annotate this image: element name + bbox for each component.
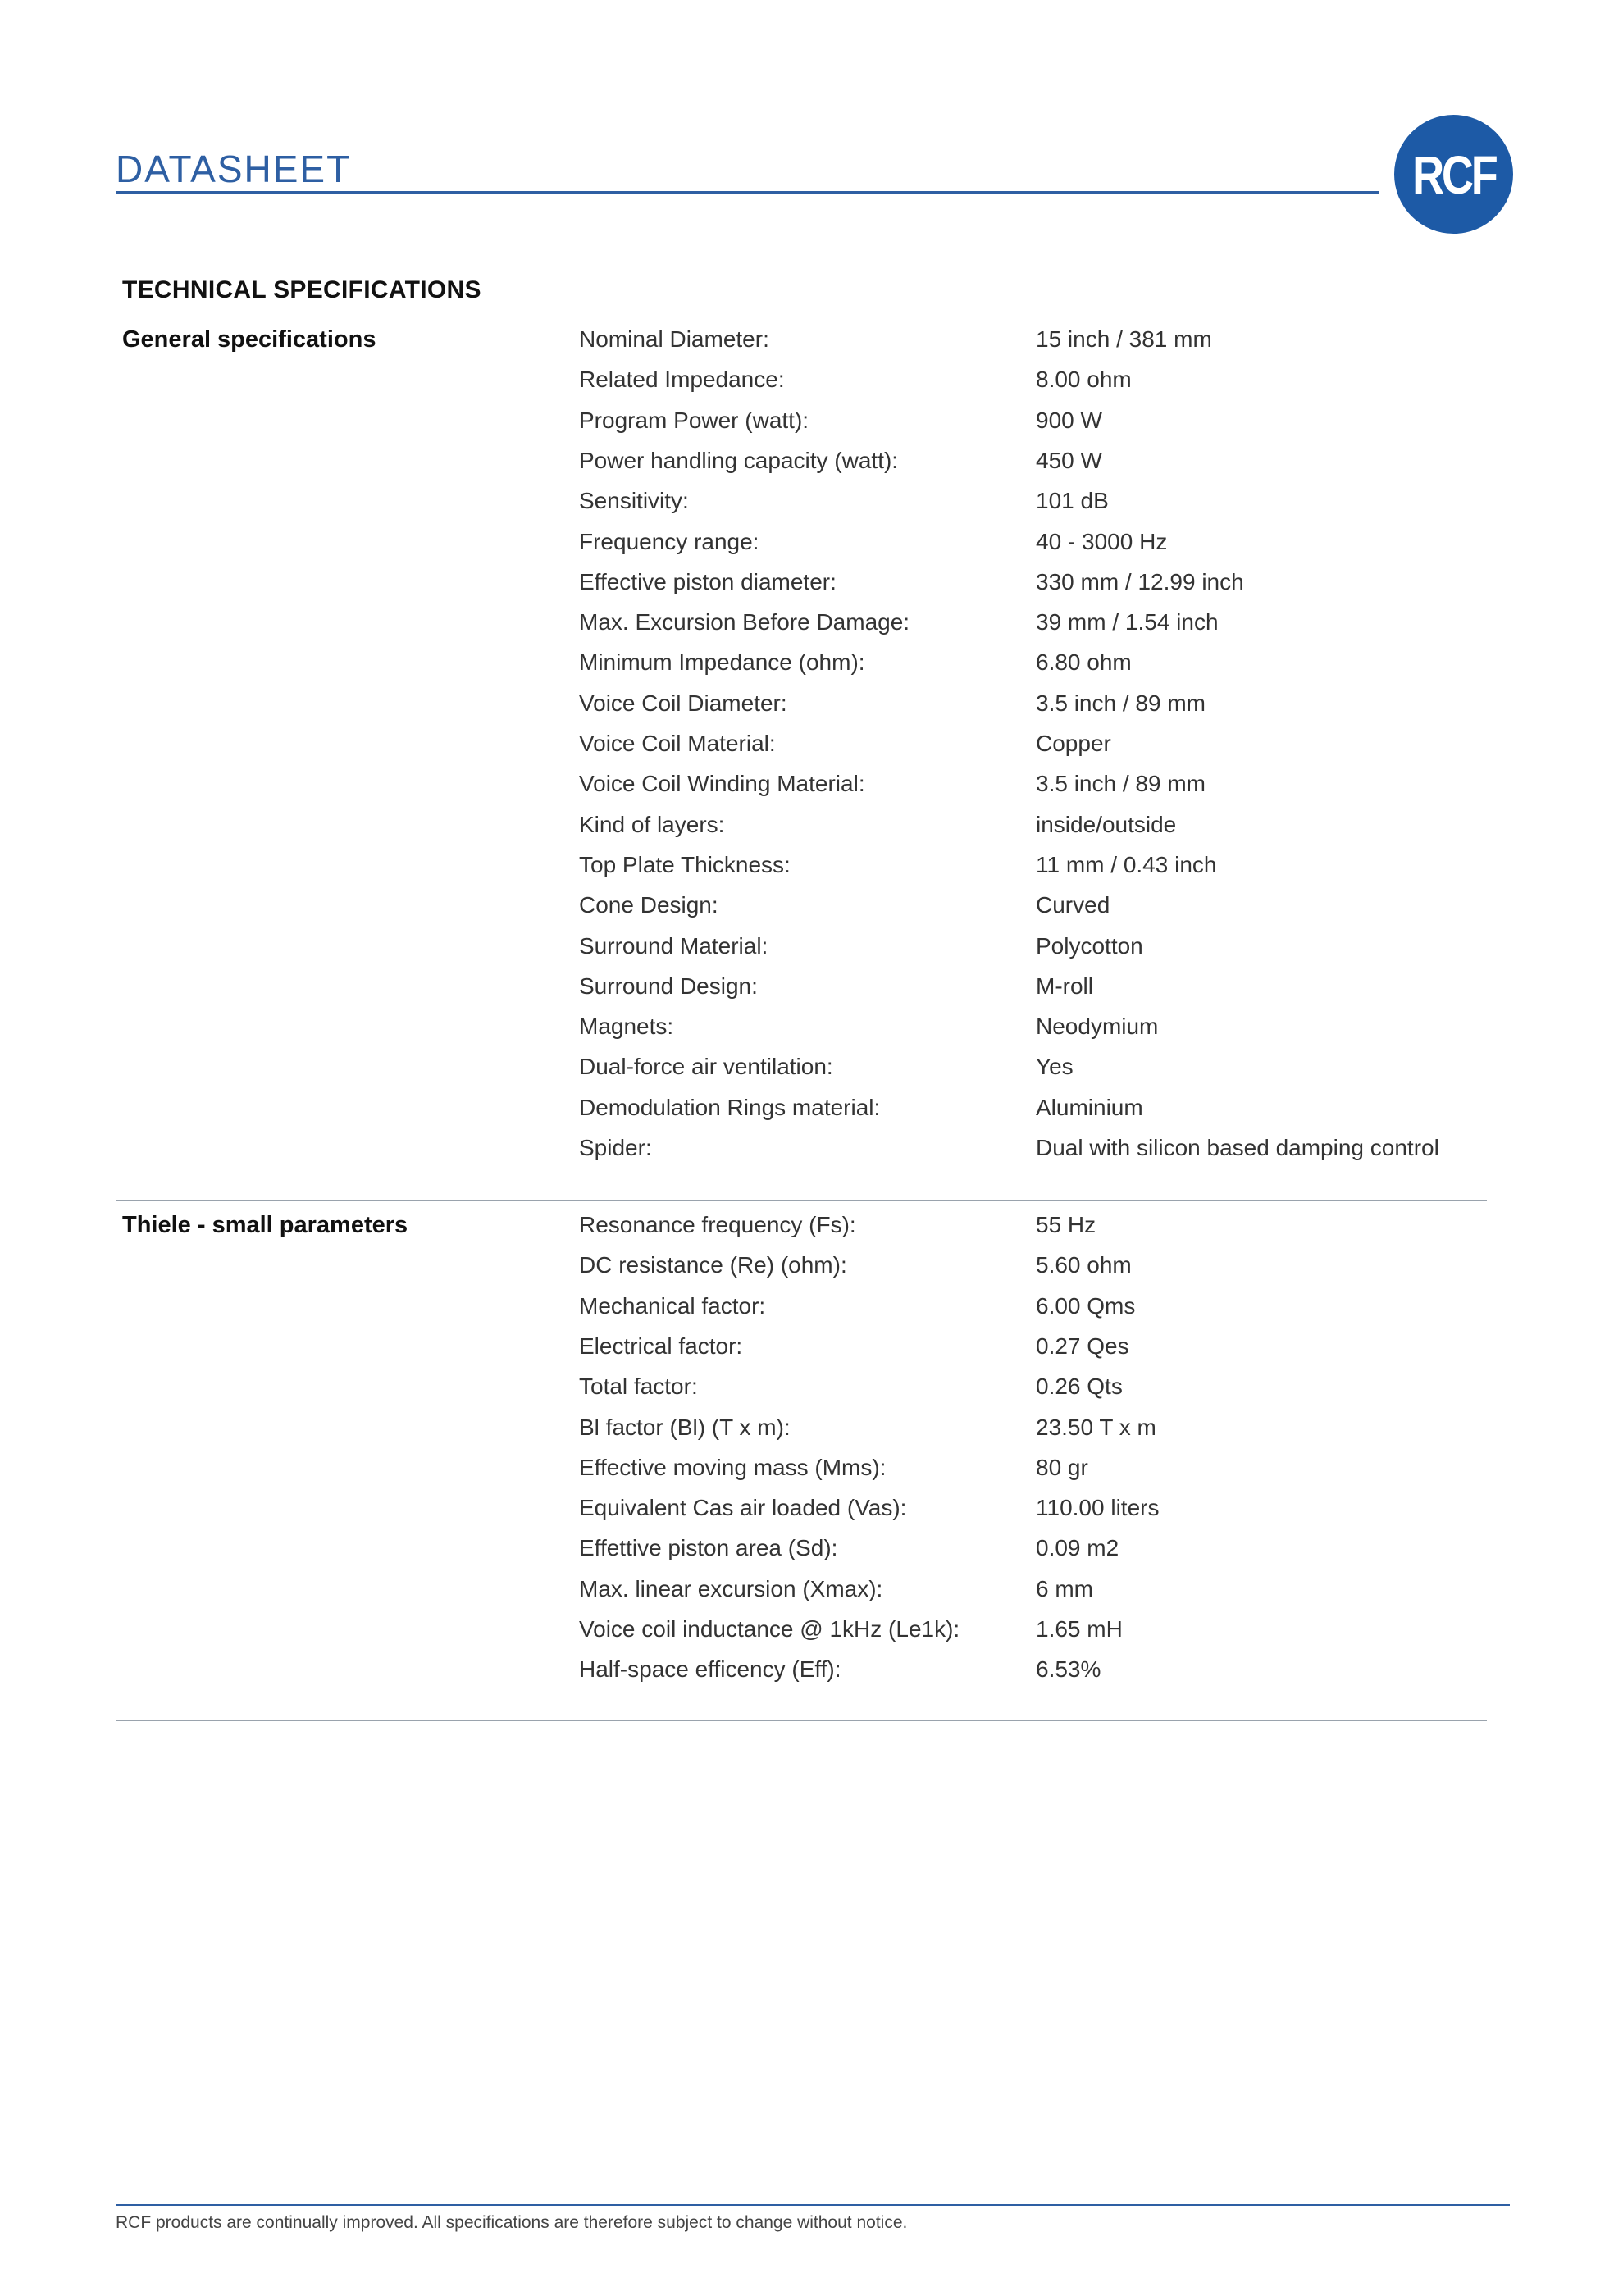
spec-label: Total factor: bbox=[579, 1374, 698, 1399]
spec-value: 11 mm / 0.43 inch bbox=[1036, 852, 1217, 877]
spec-value: 0.27 Qes bbox=[1036, 1333, 1129, 1359]
spec-value: Aluminium bbox=[1036, 1095, 1143, 1120]
spec-label: Max. Excursion Before Damage: bbox=[579, 609, 910, 635]
spec-value: 450 W bbox=[1036, 448, 1102, 473]
spec-label: Magnets: bbox=[579, 1014, 674, 1039]
spec-row bbox=[116, 1054, 1487, 1094]
group-label: Thiele - small parameters bbox=[122, 1212, 408, 1238]
spec-label: Effective moving mass (Mms): bbox=[579, 1455, 887, 1480]
spec-value: 8.00 ohm bbox=[1036, 367, 1132, 392]
spec-label: Voice Coil Diameter: bbox=[579, 690, 787, 716]
spec-value: 330 mm / 12.99 inch bbox=[1036, 569, 1244, 594]
spec-label: Max. linear excursion (Xmax): bbox=[579, 1576, 883, 1601]
spec-label: Spider: bbox=[579, 1135, 652, 1160]
spec-row bbox=[116, 326, 1487, 367]
spec-row bbox=[116, 408, 1487, 448]
spec-row bbox=[116, 609, 1487, 649]
spec-value: 40 - 3000 Hz bbox=[1036, 529, 1168, 554]
spec-label: Effective piston diameter: bbox=[579, 569, 837, 594]
spec-value: 55 Hz bbox=[1036, 1212, 1096, 1237]
spec-value: 5.60 ohm bbox=[1036, 1252, 1132, 1278]
spec-value: 6 mm bbox=[1036, 1576, 1093, 1601]
spec-label: Cone Design: bbox=[579, 892, 718, 918]
spec-value: inside/outside bbox=[1036, 812, 1177, 837]
spec-label: Dual-force air ventilation: bbox=[579, 1054, 833, 1079]
rcf-logo bbox=[1394, 115, 1513, 234]
spec-label: Resonance frequency (Fs): bbox=[579, 1212, 856, 1237]
spec-row bbox=[116, 1656, 1487, 1697]
spec-label: Effettive piston area (Sd): bbox=[579, 1535, 838, 1560]
spec-row bbox=[116, 933, 1487, 973]
spec-label: Surround Material: bbox=[579, 933, 768, 959]
spec-value: 0.09 m2 bbox=[1036, 1535, 1119, 1560]
spec-label: DC resistance (Re) (ohm): bbox=[579, 1252, 847, 1278]
spec-label: Program Power (watt): bbox=[579, 408, 809, 433]
section-divider bbox=[116, 1720, 1487, 1721]
spec-row bbox=[116, 892, 1487, 932]
spec-value: 101 dB bbox=[1036, 488, 1109, 513]
spec-value: M-roll bbox=[1036, 973, 1093, 999]
spec-row bbox=[116, 1455, 1487, 1495]
spec-value: Curved bbox=[1036, 892, 1110, 918]
spec-label: Related Impedance: bbox=[579, 367, 785, 392]
spec-label: Power handling capacity (watt): bbox=[579, 448, 899, 473]
spec-value: Neodymium bbox=[1036, 1014, 1159, 1039]
datasheet-title: DATASHEET bbox=[116, 148, 352, 190]
spec-value: 39 mm / 1.54 inch bbox=[1036, 609, 1219, 635]
spec-row bbox=[116, 1576, 1487, 1616]
spec-value: Dual with silicon based damping control bbox=[1036, 1135, 1439, 1160]
footer-rule bbox=[116, 2204, 1510, 2206]
spec-label: Voice Coil Winding Material: bbox=[579, 771, 865, 796]
spec-label: Electrical factor: bbox=[579, 1333, 743, 1359]
spec-value: 6.53% bbox=[1036, 1656, 1101, 1682]
spec-value: Yes bbox=[1036, 1054, 1074, 1079]
spec-label: Top Plate Thickness: bbox=[579, 852, 791, 877]
footer-note: RCF products are continually improved. All specifications are therefore subject to change without notice. bbox=[116, 2213, 908, 2232]
spec-row bbox=[116, 1616, 1487, 1656]
spec-value: 6.00 Qms bbox=[1036, 1293, 1136, 1319]
spec-label: Nominal Diameter: bbox=[579, 326, 769, 352]
spec-row bbox=[116, 569, 1487, 609]
spec-value: 110.00 liters bbox=[1036, 1495, 1160, 1520]
spec-label: Half-space efficency (Eff): bbox=[579, 1656, 841, 1682]
spec-row bbox=[116, 973, 1487, 1014]
spec-label: Kind of layers: bbox=[579, 812, 725, 837]
spec-value: 80 gr bbox=[1036, 1455, 1088, 1480]
header-rule bbox=[116, 191, 1379, 194]
section-divider bbox=[116, 1200, 1487, 1201]
spec-value: 6.80 ohm bbox=[1036, 649, 1132, 675]
spec-row bbox=[116, 1095, 1487, 1135]
section-heading: TECHNICAL SPECIFICATIONS bbox=[122, 276, 481, 303]
spec-label: Frequency range: bbox=[579, 529, 759, 554]
spec-label: Bl factor (Bl) (T x m): bbox=[579, 1414, 791, 1440]
spec-value: Copper bbox=[1036, 731, 1111, 756]
spec-value: 0.26 Qts bbox=[1036, 1374, 1123, 1399]
spec-row bbox=[116, 1014, 1487, 1054]
spec-row bbox=[116, 1333, 1487, 1374]
spec-row bbox=[116, 1414, 1487, 1455]
spec-label: Voice coil inductance @ 1kHz (Le1k): bbox=[579, 1616, 960, 1642]
spec-row bbox=[116, 1535, 1487, 1575]
spec-label: Surround Design: bbox=[579, 973, 758, 999]
spec-row bbox=[116, 812, 1487, 852]
spec-row bbox=[116, 649, 1487, 690]
spec-label: Demodulation Rings material: bbox=[579, 1095, 881, 1120]
spec-label: Equivalent Cas air loaded (Vas): bbox=[579, 1495, 907, 1520]
spec-row bbox=[116, 448, 1487, 488]
spec-row bbox=[116, 852, 1487, 892]
spec-row bbox=[116, 367, 1487, 407]
spec-value: 3.5 inch / 89 mm bbox=[1036, 771, 1206, 796]
spec-row bbox=[116, 1135, 1487, 1175]
spec-label: Sensitivity: bbox=[579, 488, 689, 513]
spec-value: 1.65 mH bbox=[1036, 1616, 1123, 1642]
spec-row bbox=[116, 488, 1487, 528]
spec-label: Minimum Impedance (ohm): bbox=[579, 649, 865, 675]
spec-value: 900 W bbox=[1036, 408, 1102, 433]
spec-value: Polycotton bbox=[1036, 933, 1143, 959]
spec-row bbox=[116, 529, 1487, 569]
spec-row bbox=[116, 1374, 1487, 1414]
spec-row bbox=[116, 690, 1487, 731]
spec-label: Mechanical factor: bbox=[579, 1293, 766, 1319]
spec-label: Voice Coil Material: bbox=[579, 731, 776, 756]
spec-row bbox=[116, 1252, 1487, 1292]
spec-row bbox=[116, 1212, 1487, 1252]
spec-row bbox=[116, 1293, 1487, 1333]
spec-row bbox=[116, 1495, 1487, 1535]
logo-text: RCF bbox=[1411, 144, 1496, 205]
spec-value: 15 inch / 381 mm bbox=[1036, 326, 1212, 352]
spec-value: 23.50 T x m bbox=[1036, 1414, 1156, 1440]
spec-row bbox=[116, 771, 1487, 811]
group-label: General specifications bbox=[122, 326, 376, 353]
spec-row bbox=[116, 731, 1487, 771]
spec-value: 3.5 inch / 89 mm bbox=[1036, 690, 1206, 716]
